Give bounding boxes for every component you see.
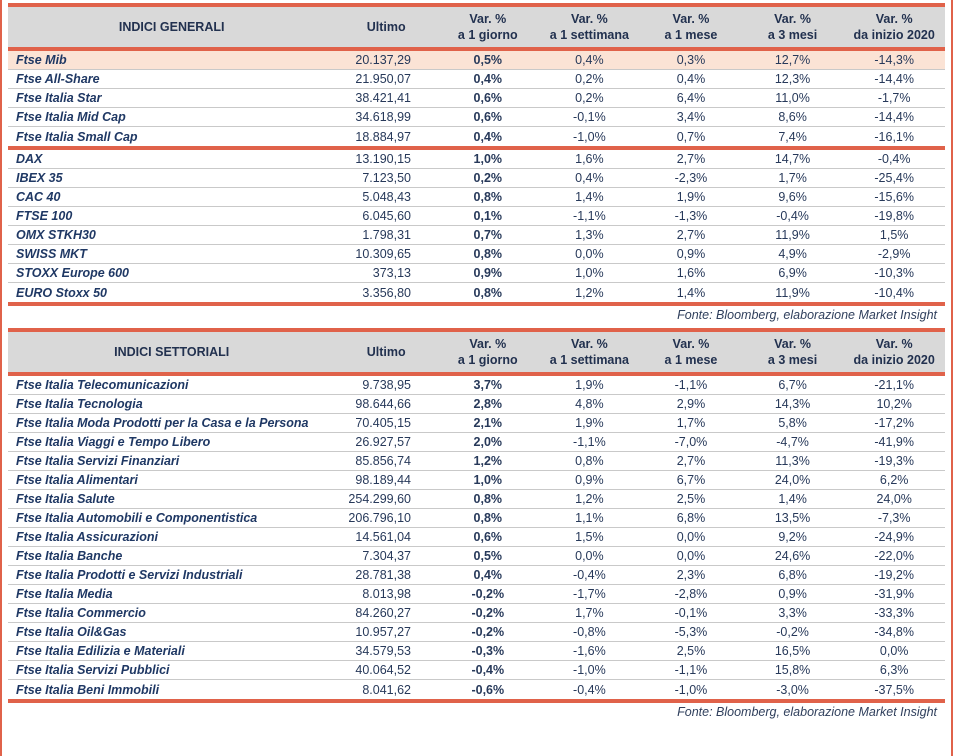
table-row [8, 51, 945, 70]
cell-var: -14,4% [843, 108, 945, 127]
cell-var: 0,9% [539, 471, 641, 490]
cell-var: 1,0% [437, 150, 539, 169]
cell-ultimo: 38.421,41 [335, 89, 437, 108]
cell-var: 1,0% [437, 471, 539, 490]
cell-var: -0,1% [539, 108, 641, 127]
row-label: Ftse Italia Assicurazioni [8, 528, 335, 547]
row-label: EURO Stoxx 50 [16, 285, 108, 300]
cell-var: 8,6% [742, 108, 844, 127]
cell-var: 16,5% [742, 642, 844, 661]
cell-var: -14,4% [843, 70, 945, 89]
table-row [8, 283, 945, 302]
column-header-line: Var. % [774, 336, 811, 351]
cell-var: 0,4% [640, 70, 742, 89]
column-header-var-inizio-2020 [843, 332, 945, 372]
cell-var: 11,3% [742, 452, 844, 471]
cell-ultimo: 3.356,80 [362, 285, 411, 300]
cell-ultimo: 84.260,27 [335, 604, 437, 623]
cell-var: -4,7% [742, 433, 844, 452]
table-row [8, 245, 945, 264]
cell-var: 7,4% [778, 129, 807, 144]
cell-var: -0,2% [437, 585, 539, 604]
cell-ultimo: 85.856,74 [335, 452, 437, 471]
cell-var: 24,0% [742, 471, 844, 490]
cell-var: 1,4% [539, 188, 641, 207]
table-row [8, 566, 945, 585]
cell-ultimo: 373,13 [335, 264, 437, 283]
source-note: Fonte: Bloomberg, elaborazione Market Insight [677, 308, 937, 322]
cell-var: 2,8% [437, 395, 539, 414]
cell-var: -1,1% [539, 207, 641, 226]
cell-var: 1,2% [437, 452, 539, 471]
table-row [8, 642, 945, 661]
cell-var: -7,0% [640, 433, 742, 452]
cell-var: -1,3% [640, 207, 742, 226]
cell-var: 4,9% [742, 245, 844, 264]
cell-ultimo: 34.579,53 [335, 642, 437, 661]
cell-var: -0,4% [539, 566, 641, 585]
cell-ultimo: 8.013,98 [335, 585, 437, 604]
cell-var: 2,3% [640, 566, 742, 585]
cell-var: 6,7% [640, 471, 742, 490]
cell-var: -41,9% [843, 433, 945, 452]
column-header-line: a 1 giorno [457, 28, 518, 42]
cell-ultimo: 5.048,43 [335, 188, 437, 207]
cell-var: 0,6% [437, 108, 539, 127]
column-header-line: a 3 mesi [767, 353, 818, 367]
cell-ultimo: 98.644,66 [335, 395, 437, 414]
cell-var: 12,3% [742, 70, 844, 89]
table-row [8, 207, 945, 226]
table-row [8, 623, 945, 642]
column-header-var-1-giorno [437, 7, 539, 47]
cell-ultimo: 98.189,44 [335, 471, 437, 490]
column-header-ultimo [335, 7, 437, 47]
cell-var: 1,0% [539, 264, 641, 283]
cell-var: 11,0% [742, 89, 844, 108]
cell-var: 1,6% [640, 264, 742, 283]
cell-var: -22,0% [843, 547, 945, 566]
cell-var: 0,2% [539, 70, 641, 89]
row-label: Ftse Italia Beni Immobili [16, 682, 160, 697]
cell-var: -1,6% [539, 642, 641, 661]
table-row [8, 661, 945, 680]
cell-var: 0,0% [539, 547, 641, 566]
row-label: Ftse Italia Star [8, 89, 335, 108]
table-row [8, 226, 945, 245]
cell-var: 0,7% [437, 226, 539, 245]
sector-indices-block [8, 328, 945, 722]
cell-var: -7,3% [843, 509, 945, 528]
cell-var: 0,9% [437, 264, 539, 283]
cell-var: 13,5% [742, 509, 844, 528]
cell-var: -25,4% [843, 169, 945, 188]
cell-ultimo: 10.309,65 [335, 245, 437, 264]
general-indices-block [8, 3, 945, 325]
cell-var: 24,0% [843, 490, 945, 509]
cell-var: -19,3% [843, 452, 945, 471]
table-title: INDICI GENERALI [8, 7, 335, 47]
cell-var: 0,4% [437, 566, 539, 585]
row-label: Ftse Italia Viaggi e Tempo Libero [8, 433, 335, 452]
cell-var: 0,5% [437, 547, 539, 566]
column-header-line: Var. % [469, 336, 507, 351]
cell-var: 0,4% [539, 51, 641, 70]
cell-var: -0,1% [640, 604, 742, 623]
cell-var: -0,2% [742, 623, 844, 642]
cell-var: -2,8% [640, 585, 742, 604]
row-label: STOXX Europe 600 [8, 264, 335, 283]
row-label: Ftse Italia Tecnologia [8, 395, 335, 414]
cell-var: 0,4% [437, 70, 539, 89]
row-label: Ftse All-Share [8, 70, 335, 89]
column-header-line: a 1 mese [664, 353, 718, 367]
cell-var: 1,7% [539, 604, 641, 623]
cell-var: -1,1% [640, 661, 742, 680]
column-header-line: Var. % [672, 336, 710, 351]
column-header-line: a 1 giorno [457, 353, 518, 367]
cell-var: 0,8% [437, 490, 539, 509]
cell-var: 0,6% [437, 89, 539, 108]
cell-var: 14,3% [742, 395, 844, 414]
cell-var: 3,4% [640, 108, 742, 127]
column-header-var-1-mese [640, 7, 742, 47]
cell-var: 0,8% [437, 188, 539, 207]
cell-var: -5,3% [640, 623, 742, 642]
cell-var: 0,6% [437, 528, 539, 547]
cell-var: -0,6% [471, 682, 505, 697]
cell-var: 10,2% [843, 395, 945, 414]
row-label: Ftse Italia Commercio [8, 604, 335, 623]
cell-var: 6,7% [742, 376, 844, 395]
table-row [8, 509, 945, 528]
cell-ultimo: 20.137,29 [335, 51, 437, 70]
cell-var: 0,2% [437, 169, 539, 188]
table-row [8, 414, 945, 433]
cell-var: 1,2% [539, 490, 641, 509]
cell-var: 2,5% [640, 490, 742, 509]
cell-var: -0,2% [437, 604, 539, 623]
cell-var: 0,8% [437, 245, 539, 264]
cell-var: 9,6% [742, 188, 844, 207]
cell-var: 0,5% [437, 51, 539, 70]
row-label: Ftse Italia Banche [8, 547, 335, 566]
row-label: Ftse Italia Alimentari [8, 471, 335, 490]
cell-var: 0,0% [843, 642, 945, 661]
row-label: CAC 40 [8, 188, 335, 207]
cell-ultimo: 14.561,04 [335, 528, 437, 547]
column-header-line: Ultimo [366, 344, 406, 359]
cell-var: 0,8% [473, 285, 503, 300]
table-row [8, 169, 945, 188]
column-header-line: a 1 mese [664, 28, 718, 42]
column-header-ultimo [335, 332, 437, 372]
cell-var: 6,8% [742, 566, 844, 585]
column-header-var-1-settimana [539, 332, 641, 372]
table-row [8, 89, 945, 108]
cell-var: -37,5% [874, 682, 914, 697]
column-header-line: Ultimo [366, 19, 406, 34]
cell-var: -3,0% [776, 682, 809, 697]
cell-ultimo: 7.123,50 [335, 169, 437, 188]
cell-var: 14,7% [742, 150, 844, 169]
cell-var: 2,9% [640, 395, 742, 414]
column-header-var-3-mesi [742, 7, 844, 47]
cell-var: -31,9% [843, 585, 945, 604]
row-label: Ftse Italia Media [8, 585, 335, 604]
column-header-line: da inizio 2020 [853, 353, 935, 367]
cell-var: 1,9% [640, 188, 742, 207]
cell-var: 1,9% [539, 376, 641, 395]
cell-var: 0,1% [437, 207, 539, 226]
cell-var: 6,9% [742, 264, 844, 283]
cell-var: -2,3% [640, 169, 742, 188]
table-row [8, 108, 945, 127]
table-title: INDICI SETTORIALI [8, 332, 335, 372]
table-row [8, 604, 945, 623]
table-row [8, 264, 945, 283]
cell-var: 1,6% [539, 150, 641, 169]
cell-var: -1,7% [843, 89, 945, 108]
cell-var: 6,2% [843, 471, 945, 490]
row-label: Ftse Italia Salute [8, 490, 335, 509]
cell-var: -0,4% [437, 661, 539, 680]
sector-indices-table [8, 328, 945, 703]
row-label: Ftse Italia Oil&Gas [8, 623, 335, 642]
cell-ultimo: 7.304,37 [335, 547, 437, 566]
column-header-var-inizio-2020 [843, 7, 945, 47]
cell-var: -0,8% [539, 623, 641, 642]
cell-ultimo: 34.618,99 [335, 108, 437, 127]
cell-var: 6,8% [640, 509, 742, 528]
row-label: Ftse Italia Servizi Finanziari [8, 452, 335, 471]
cell-var: -15,6% [843, 188, 945, 207]
cell-ultimo: 40.064,52 [335, 661, 437, 680]
table-row [8, 188, 945, 207]
row-label: SWISS MKT [8, 245, 335, 264]
column-header-line: a 1 settimana [549, 353, 629, 367]
header-row [8, 332, 945, 372]
cell-var: -1,0% [573, 129, 606, 144]
table-row [8, 376, 945, 395]
cell-ultimo: 21.950,07 [335, 70, 437, 89]
cell-ultimo: 254.299,60 [335, 490, 437, 509]
row-label: Ftse Italia Automobili e Componentistica [8, 509, 335, 528]
cell-var: 1,5% [539, 528, 641, 547]
cell-var: 0,9% [742, 585, 844, 604]
cell-var: -19,2% [843, 566, 945, 585]
cell-ultimo: 206.796,10 [335, 509, 437, 528]
cell-var: -24,9% [843, 528, 945, 547]
cell-var: 5,8% [742, 414, 844, 433]
cell-var: -0,3% [437, 642, 539, 661]
row-label: DAX [8, 150, 335, 169]
cell-ultimo: 1.798,31 [335, 226, 437, 245]
column-header-line: Var. % [570, 11, 608, 26]
table-row [8, 680, 945, 699]
column-header-var-3-mesi [742, 332, 844, 372]
cell-ultimo: 6.045,60 [335, 207, 437, 226]
cell-var: 0,4% [473, 129, 503, 144]
cell-var: -17,2% [843, 414, 945, 433]
table-row [8, 528, 945, 547]
cell-var: 1,2% [575, 285, 604, 300]
cell-var: 1,3% [539, 226, 641, 245]
cell-var: 0,9% [640, 245, 742, 264]
row-label: Ftse Mib [8, 51, 335, 70]
cell-var: 6,4% [640, 89, 742, 108]
table-row [8, 490, 945, 509]
cell-var: 1,4% [676, 285, 706, 300]
cell-var: 9,2% [742, 528, 844, 547]
table-row [8, 433, 945, 452]
cell-var: 0,8% [437, 509, 539, 528]
cell-var: -0,4% [573, 682, 606, 697]
general-indices-table [8, 3, 945, 306]
cell-var: -1,0% [539, 661, 641, 680]
cell-var: 0,2% [539, 89, 641, 108]
cell-var: 2,7% [640, 226, 742, 245]
cell-var: 2,5% [640, 642, 742, 661]
column-header-line: a 1 settimana [549, 28, 629, 42]
cell-var: -1,7% [539, 585, 641, 604]
column-header-line: Var. % [672, 11, 710, 26]
cell-var: 11,9% [742, 226, 844, 245]
cell-var: -10,3% [843, 264, 945, 283]
cell-var: 1,4% [742, 490, 844, 509]
cell-var: -0,2% [437, 623, 539, 642]
cell-var: 3,7% [437, 376, 539, 395]
row-label: Ftse Italia Edilizia e Materiali [8, 642, 335, 661]
cell-var: -33,3% [843, 604, 945, 623]
cell-var: -21,1% [843, 376, 945, 395]
row-label: Ftse Italia Small Cap [16, 129, 138, 144]
cell-var: 0,0% [640, 528, 742, 547]
column-header-line: Var. % [875, 336, 913, 351]
cell-var: 2,0% [437, 433, 539, 452]
cell-var: 2,1% [437, 414, 539, 433]
cell-var: -14,3% [843, 51, 945, 70]
cell-var: 1,9% [539, 414, 641, 433]
cell-var: 0,0% [640, 547, 742, 566]
cell-ultimo: 10.957,27 [335, 623, 437, 642]
cell-var: -2,9% [843, 245, 945, 264]
table-row [8, 471, 945, 490]
cell-var: 12,7% [742, 51, 844, 70]
cell-var: -1,1% [640, 376, 742, 395]
row-label: FTSE 100 [8, 207, 335, 226]
cell-var: 15,8% [742, 661, 844, 680]
cell-var: 0,4% [539, 169, 641, 188]
cell-var: -0,4% [742, 207, 844, 226]
table-row [8, 452, 945, 471]
cell-var: 1,1% [539, 509, 641, 528]
cell-ultimo: 70.405,15 [335, 414, 437, 433]
cell-var: 24,6% [742, 547, 844, 566]
column-header-line: Var. % [774, 11, 811, 26]
row-label: Ftse Italia Moda Prodotti per la Casa e la Persona [8, 414, 335, 433]
table-row [8, 547, 945, 566]
cell-var: 2,7% [640, 452, 742, 471]
cell-ultimo: 28.781,38 [335, 566, 437, 585]
cell-var: -1,0% [674, 682, 708, 697]
cell-ultimo: 13.190,15 [335, 150, 437, 169]
row-label: Ftse Italia Servizi Pubblici [8, 661, 335, 680]
table-row [8, 150, 945, 169]
column-header-line: a 3 mesi [767, 28, 818, 42]
column-header-line: da inizio 2020 [853, 28, 935, 42]
cell-ultimo: 26.927,57 [335, 433, 437, 452]
cell-var: 6,3% [843, 661, 945, 680]
column-header-var-1-mese [640, 332, 742, 372]
table-row [8, 127, 945, 146]
row-label: OMX STKH30 [8, 226, 335, 245]
cell-var: -0,4% [843, 150, 945, 169]
column-header-line: Var. % [570, 336, 608, 351]
row-label: Ftse Italia Telecomunicazioni [8, 376, 335, 395]
cell-ultimo: 18.884,97 [355, 129, 411, 144]
cell-var: -16,1% [874, 129, 914, 144]
cell-var: 1,5% [843, 226, 945, 245]
cell-var: 1,7% [742, 169, 844, 188]
cell-var: 0,7% [676, 129, 706, 144]
column-header-line: Var. % [469, 11, 507, 26]
cell-var: 2,7% [640, 150, 742, 169]
table-row [8, 395, 945, 414]
cell-var: 4,8% [539, 395, 641, 414]
cell-var: 0,0% [539, 245, 641, 264]
column-header-var-1-settimana [539, 7, 641, 47]
header-row [8, 7, 945, 47]
row-label: Ftse Italia Mid Cap [8, 108, 335, 127]
cell-var: -34,8% [843, 623, 945, 642]
column-header-line: Var. % [875, 11, 913, 26]
cell-var: -10,4% [874, 285, 914, 300]
cell-var: 1,7% [640, 414, 742, 433]
table-row [8, 70, 945, 89]
cell-var: 0,8% [539, 452, 641, 471]
row-label: Ftse Italia Prodotti e Servizi Industriali [8, 566, 335, 585]
source-note: Fonte: Bloomberg, elaborazione Market Insight [677, 705, 937, 719]
table-row [8, 585, 945, 604]
column-header-var-1-giorno [437, 332, 539, 372]
cell-ultimo: 9.738,95 [335, 376, 437, 395]
row-label: IBEX 35 [8, 169, 335, 188]
cell-var: 11,9% [775, 285, 810, 300]
cell-var: 3,3% [742, 604, 844, 623]
cell-var: -19,8% [843, 207, 945, 226]
cell-ultimo: 8.041,62 [362, 682, 411, 697]
cell-var: -1,1% [539, 433, 641, 452]
cell-var: 0,3% [640, 51, 742, 70]
